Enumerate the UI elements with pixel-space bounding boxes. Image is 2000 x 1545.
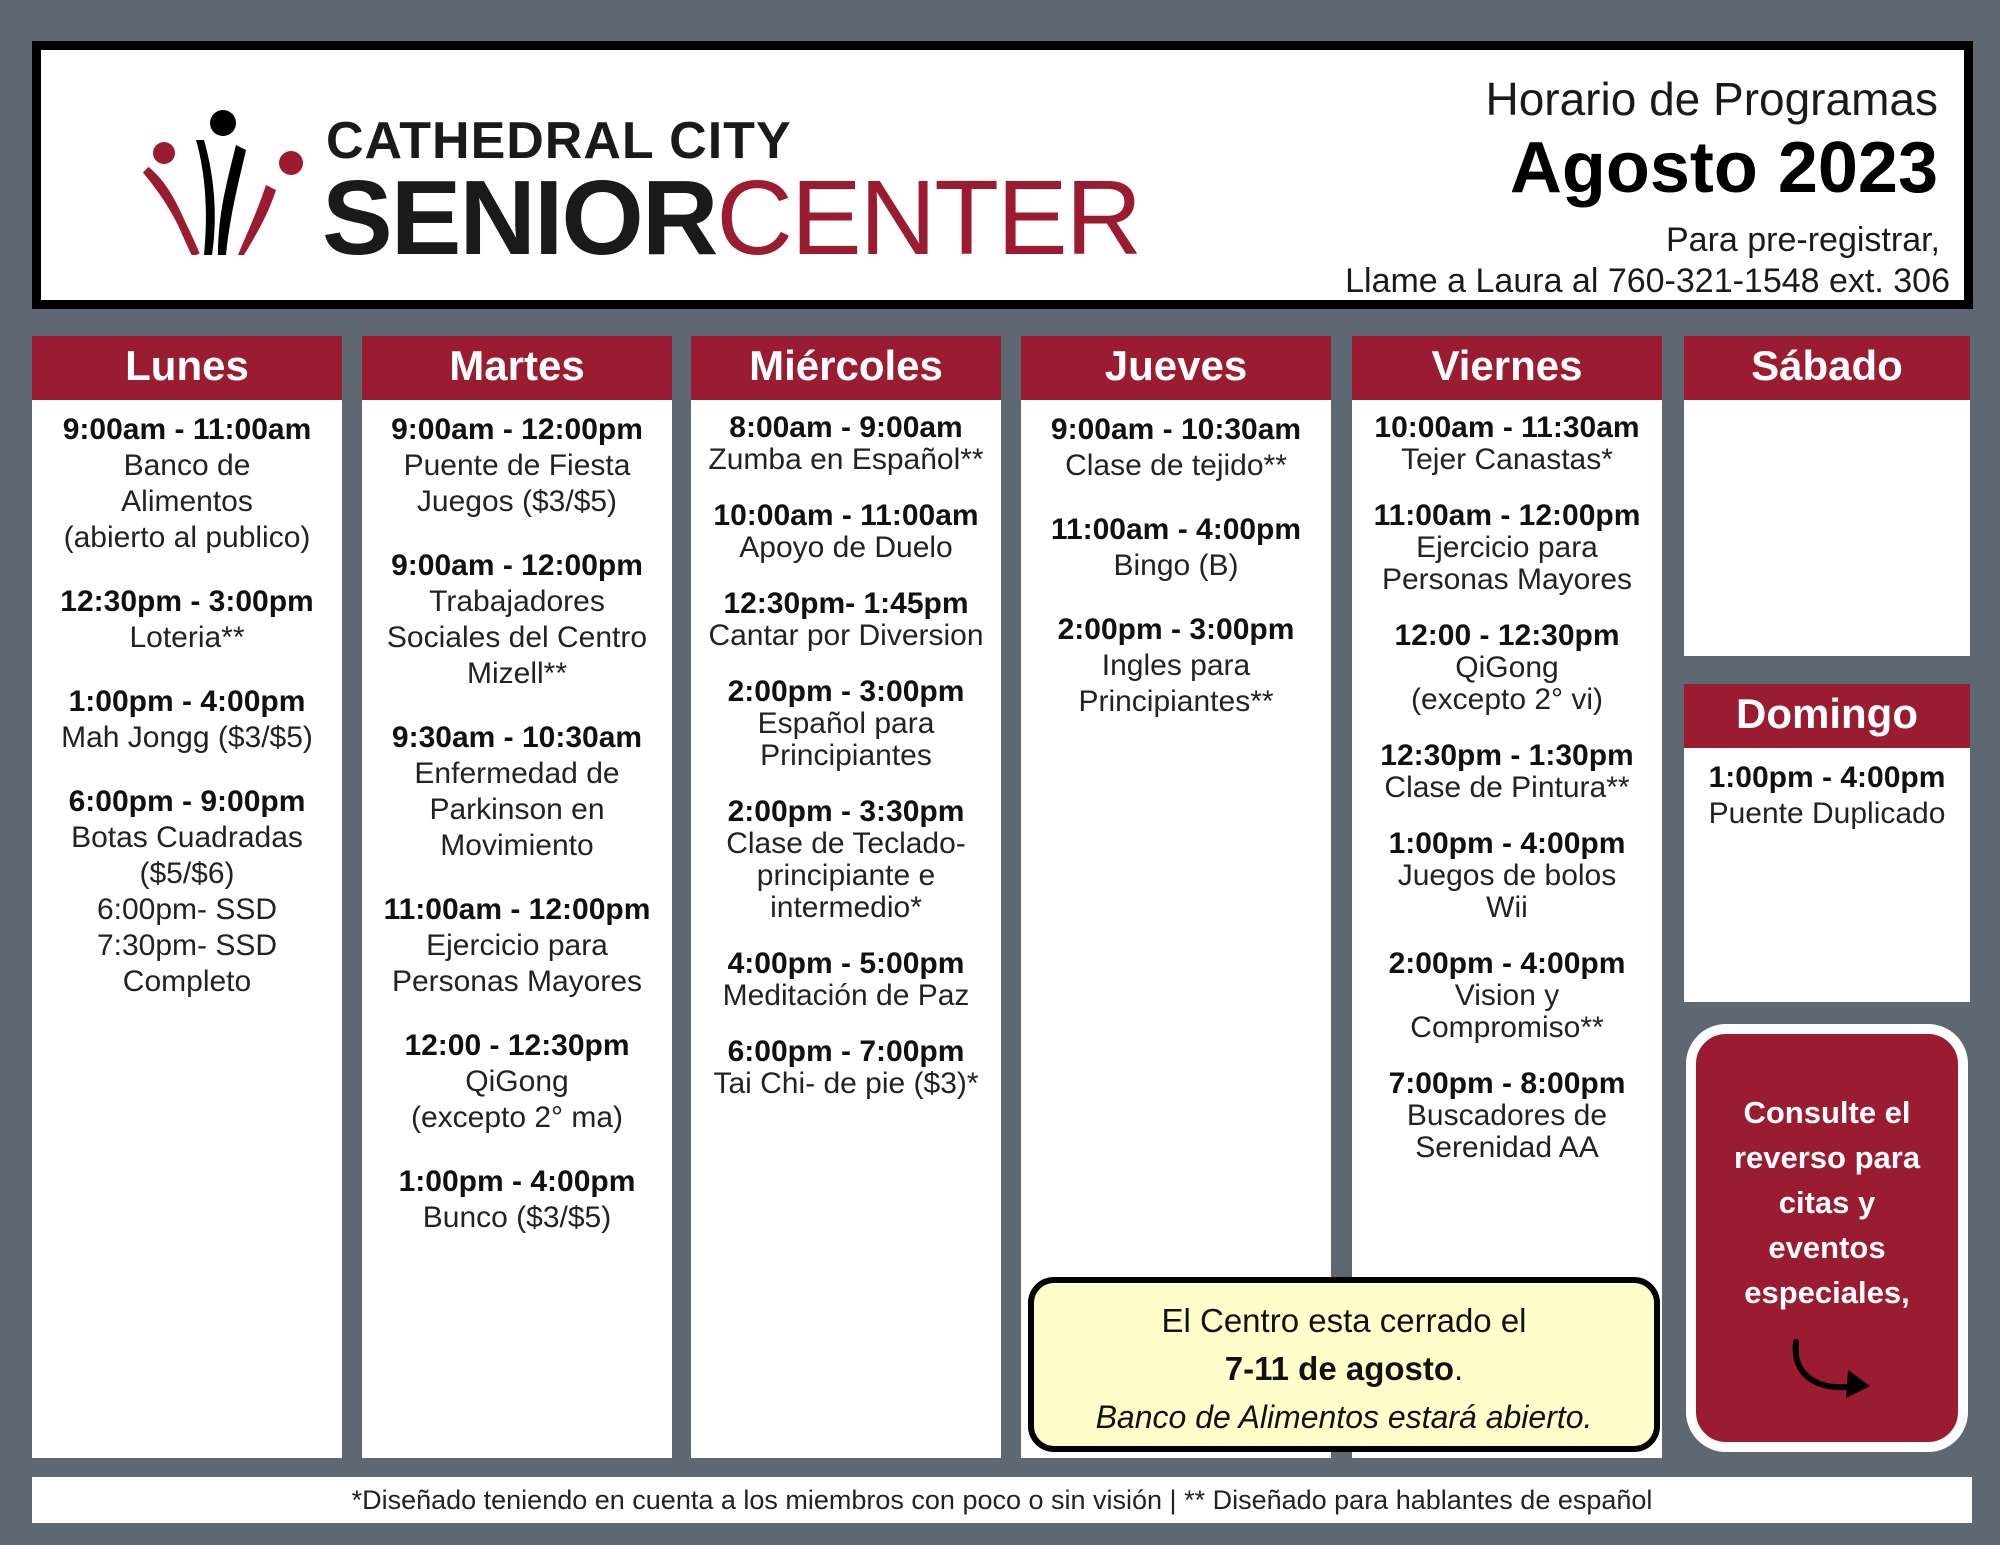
logo-center-text: CENTER <box>716 159 1141 277</box>
event-time: 9:00am - 12:00pm <box>391 413 643 446</box>
event-desc: ($5/$6) <box>139 857 235 890</box>
see-reverse-callout <box>1686 1024 1968 1452</box>
event-item <box>362 1028 672 1136</box>
event-item <box>1352 1068 1662 1164</box>
day-column <box>691 336 1001 1458</box>
event-item <box>1021 512 1331 584</box>
schedule-subtitle: Horario de Programas <box>1485 73 1938 125</box>
event-time: 11:00am - 12:00pm <box>1373 499 1641 532</box>
event-time: 12:30pm - 1:30pm <box>1380 739 1634 772</box>
day-header: Viernes <box>1352 336 1662 400</box>
event-item <box>691 1036 1001 1100</box>
notice-line-1: El Centro esta cerrado el <box>1161 1302 1527 1339</box>
event-time: 10:00am - 11:00am <box>713 499 979 532</box>
register-line-2: Llame a Laura al 760-321-1548 ext. 306 <box>1345 261 1950 300</box>
event-item <box>362 548 672 692</box>
event-time: 7:00pm - 8:00pm <box>1388 1067 1626 1100</box>
event-desc: (abierto al publico) <box>63 521 311 554</box>
event-desc: Bingo (B) <box>1113 549 1239 582</box>
sunday-column <box>1684 684 1970 1002</box>
event-item <box>362 892 672 1000</box>
event-time: 9:30am - 10:30am <box>391 721 643 754</box>
day-events <box>362 400 672 1236</box>
closure-notice <box>1028 1277 1660 1452</box>
event-desc: Clase de tejido** <box>1065 449 1287 482</box>
event-desc: Enfermedad de <box>414 757 620 790</box>
event-desc: Mah Jongg ($3/$5) <box>61 721 313 754</box>
day-header-saturday: Sábado <box>1684 336 1970 400</box>
event-desc: (excepto 2° ma) <box>410 1101 624 1134</box>
event-desc: Tai Chi- de pie ($3)* <box>713 1067 979 1100</box>
event-desc: Personas Mayores <box>1381 563 1633 596</box>
event-desc: Español para <box>757 707 935 740</box>
event-time: 2:00pm - 3:30pm <box>727 795 965 828</box>
event-time: 12:30pm- 1:45pm <box>723 587 969 620</box>
event-time: 2:00pm - 3:00pm <box>1057 613 1295 646</box>
event-desc: Clase de Teclado- <box>726 827 966 860</box>
day-column <box>32 336 342 1458</box>
event-desc: Serenidad AA <box>1415 1131 1599 1164</box>
event-desc: Ingles para <box>1101 649 1251 682</box>
event-desc: Banco de <box>123 449 251 482</box>
event-item <box>1352 620 1662 716</box>
event-desc: Wii <box>1486 891 1528 924</box>
event-time: 12:30pm - 3:00pm <box>60 585 314 618</box>
event-time: 1:00pm - 4:00pm <box>68 685 306 718</box>
event-desc: Completo <box>122 965 252 998</box>
event-desc: (excepto 2° vi) <box>1410 683 1604 716</box>
event-time: 11:00am - 12:00pm <box>383 893 651 926</box>
event-desc: Compromiso** <box>1410 1011 1604 1044</box>
event-item <box>1352 740 1662 804</box>
day-header-sunday: Domingo <box>1684 684 1970 748</box>
event-time: 4:00pm - 5:00pm <box>727 947 965 980</box>
event-item <box>1352 948 1662 1044</box>
senior-center-logo <box>126 95 1166 277</box>
event-item <box>32 684 342 756</box>
event-item <box>1352 828 1662 924</box>
event-time: 11:00am - 4:00pm <box>1050 513 1302 546</box>
event-desc: Movimiento <box>440 829 594 862</box>
event-time: 6:00pm - 9:00pm <box>68 785 306 818</box>
event-item <box>362 412 672 520</box>
event-time: 6:00pm - 7:00pm <box>727 1035 965 1068</box>
event-item <box>1021 612 1331 720</box>
event-desc: Meditación de Paz <box>722 979 970 1012</box>
event-time: 10:00am - 11:30am <box>1374 411 1640 444</box>
event-desc: Sociales del Centro <box>386 621 648 654</box>
event-desc: Personas Mayores <box>391 965 643 998</box>
day-header: Jueves <box>1021 336 1331 400</box>
logo-name-text <box>322 159 1141 277</box>
event-time: 9:00am - 11:00am <box>62 413 312 446</box>
day-events <box>1021 400 1331 720</box>
event-desc: Clase de Pintura** <box>1384 771 1630 804</box>
day-column <box>362 336 672 1458</box>
event-desc: Puente de Fiesta <box>403 449 631 482</box>
event-desc: Apoyo de Duelo <box>739 531 953 564</box>
event-item <box>32 784 342 1000</box>
event-time: 2:00pm - 3:00pm <box>727 675 965 708</box>
footer-legend: *Diseñado teniendo en cuenta a los miembros con poco o sin visión | ** Diseñado para hablantes de español <box>32 1477 1972 1523</box>
event-item <box>362 720 672 864</box>
day-header: Miércoles <box>691 336 1001 400</box>
day-events <box>691 400 1001 1100</box>
event-item <box>691 500 1001 564</box>
event-time: 1:00pm - 4:00pm <box>1708 761 1946 794</box>
event-desc: Vision y <box>1454 979 1560 1012</box>
event-desc: Buscadores de <box>1406 1099 1608 1132</box>
notice-line-2 <box>1034 1345 1654 1393</box>
day-header: Lunes <box>32 336 342 400</box>
event-time: 9:00am - 12:00pm <box>391 549 643 582</box>
event-item <box>362 1164 672 1236</box>
event-desc: QiGong <box>1455 651 1559 684</box>
event-desc: principiante e <box>756 859 936 892</box>
event-desc: Alimentos <box>121 485 253 518</box>
event-time: 1:00pm - 4:00pm <box>1388 827 1626 860</box>
event-desc: Puente Duplicado <box>1708 797 1946 830</box>
event-desc: Trabajadores <box>429 585 605 618</box>
event-desc: Bunco ($3/$5) <box>422 1201 612 1234</box>
sunday-events <box>1684 748 1970 832</box>
event-desc: Principiantes** <box>1078 685 1274 718</box>
event-item <box>1352 500 1662 596</box>
day-events <box>1352 400 1662 1164</box>
event-desc: Ejercicio para <box>426 929 608 962</box>
event-item <box>691 588 1001 652</box>
event-desc: 6:00pm- SSD <box>96 893 278 926</box>
event-desc: Parkinson en <box>429 793 605 826</box>
event-desc: Tejer Canastas* <box>1401 443 1613 476</box>
callout-line: citas y <box>1778 1185 1876 1220</box>
callout-line: reverso para <box>1733 1140 1921 1175</box>
register-line-1: Para pre-registrar, <box>1666 221 1940 259</box>
event-desc: Ejercicio para <box>1416 531 1598 564</box>
header-info <box>1345 72 1950 302</box>
callout-text <box>1696 1090 1958 1315</box>
event-desc: 7:30pm- SSD <box>96 929 278 962</box>
logo-city-text: CATHEDRAL CITY <box>326 112 792 170</box>
event-desc: Loteria** <box>129 621 245 654</box>
callout-line: especiales, <box>1744 1275 1910 1310</box>
schedule-month: Agosto 2023 <box>1509 128 1938 208</box>
notice-period: . <box>1454 1350 1464 1387</box>
day-header: Martes <box>362 336 672 400</box>
event-desc: Principiantes <box>760 739 932 772</box>
event-desc: Mizell** <box>466 657 568 690</box>
event-desc: Juegos de bolos <box>1397 859 1617 892</box>
event-item <box>1684 760 1970 832</box>
callout-line: eventos <box>1768 1230 1886 1265</box>
closure-dates: 7-11 de agosto <box>1224 1350 1455 1387</box>
callout-line: Consulte el <box>1743 1095 1911 1130</box>
saturday-column <box>1684 336 1970 656</box>
event-desc: Botas Cuadradas <box>71 821 303 854</box>
event-time: 1:00pm - 4:00pm <box>398 1165 636 1198</box>
header-banner <box>32 41 1973 309</box>
event-time: 2:00pm - 4:00pm <box>1388 947 1626 980</box>
event-time: 12:00 - 12:30pm <box>1394 619 1620 652</box>
event-item <box>691 676 1001 772</box>
event-item <box>32 412 342 556</box>
event-item <box>691 796 1001 924</box>
logo-senior-text: SENIOR <box>322 159 717 277</box>
day-events <box>32 400 342 1000</box>
curved-arrow-icon <box>1786 1334 1886 1404</box>
event-time: 9:00am - 10:30am <box>1050 413 1302 446</box>
event-time: 8:00am - 9:00am <box>729 411 963 444</box>
event-desc: Juegos ($3/$5) <box>416 485 618 518</box>
event-desc: Cantar por Diversion <box>708 619 984 652</box>
event-time: 12:00 - 12:30pm <box>404 1029 630 1062</box>
event-desc: intermedio* <box>770 891 922 924</box>
logo-figures-icon <box>126 95 316 255</box>
event-item <box>691 412 1001 476</box>
event-desc: Zumba en Español** <box>708 443 984 476</box>
event-item <box>691 948 1001 1012</box>
event-item <box>1352 412 1662 476</box>
event-item <box>1021 412 1331 484</box>
notice-line-3: Banco de Alimentos estará abierto. <box>1095 1399 1593 1435</box>
event-desc: QiGong <box>465 1065 569 1098</box>
event-item <box>32 584 342 656</box>
